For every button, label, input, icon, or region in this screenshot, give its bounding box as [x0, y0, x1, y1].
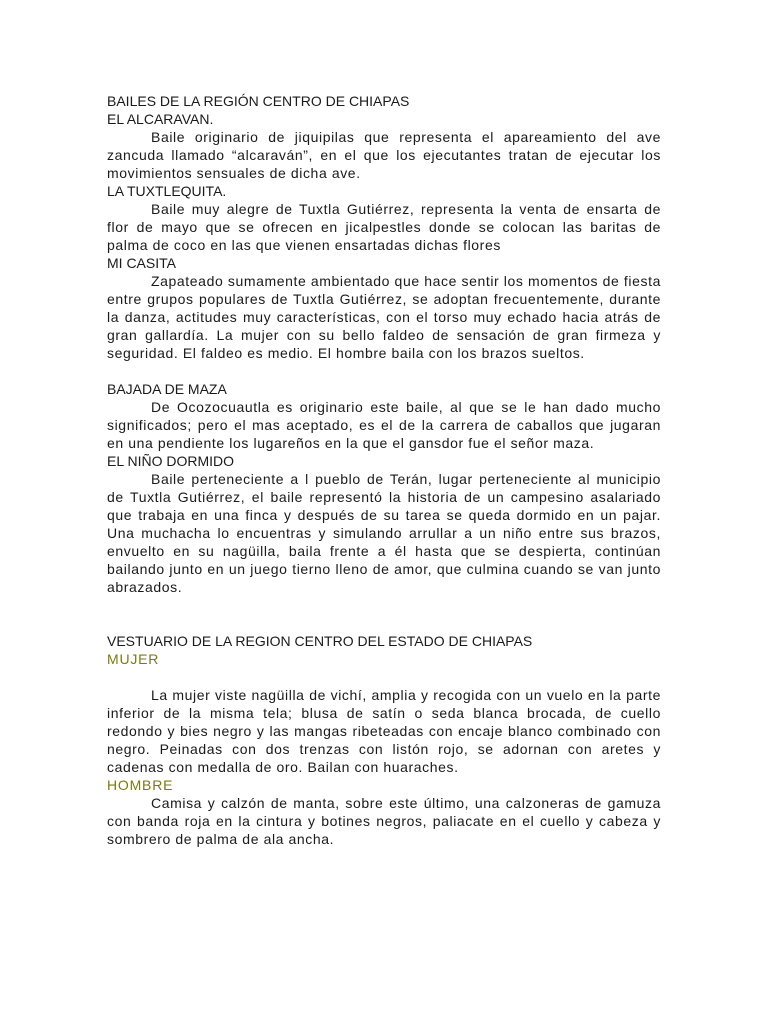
dance-title-alcaravan: EL ALCARAVAN.	[107, 111, 214, 127]
dance-title-bajada-de-maza: BAJADA DE MAZA	[107, 381, 227, 397]
section-spacer	[107, 596, 661, 632]
dance-text-tuxtlequita: Baile muy alegre de Tuxtla Gutiérrez, representa la venta de ensarta de flor de mayo que se ofrecen en jicalpestles donde se colocan las baritas de palma de coco en las que vienen ensartadas dichas flores	[107, 201, 661, 253]
costume-man-text: Camisa y calzón de manta, sobre este último, una calzoneras de gamuza con banda roja en la cintura y botines negros, paliacate en el cuello y cabeza y sombrero de palma de ala ancha.	[107, 795, 661, 847]
costume-woman-text: La mujer viste nagüilla de vichí, amplia y recogida con un vuelo en la parte inferior de la misma tela; blusa de satín o seda blanca brocada, de cuello redondo y bies negro y las mangas ribeteadas con encaje blanco combinado con negro. Peinadas con dos trenzas con listón rojo, se adornan con aretes y cadenas con medalla de oro. Bailan con huaraches.	[107, 687, 661, 775]
dance-text-nino-dormido: Baile perteneciente a l pueblo de Terán, lugar perteneciente al municipio de Tuxtla Gutiérrez, el baile representó la historia de un campesino asalariado que trabaja en una finca y después de su tarea se queda dormido en un pajar. Una muchacha lo encuentras y simulando arrullar a un niño entre sus brazos, envuelto en su nagüilla, baila frente a él hasta que se despierta, continúan bailando junto en un juego tierno lleno de amor, que culmina cuando se van junto abrazados.	[107, 471, 661, 595]
document-title: BAILES DE LA REGIÓN CENTRO DE CHIAPAS	[107, 93, 410, 109]
document-page	[107, 92, 661, 848]
costume-woman-heading: MUJER	[107, 651, 160, 667]
dance-title-nino-dormido: EL NIÑO DORMIDO	[107, 453, 235, 469]
paragraph-spacer	[107, 668, 661, 686]
dance-text-bajada-de-maza: De Ocozocuautla es originario este baile, al que se le han dado mucho significados; pero el mas aceptado, es el de la carrera de caballos que jugaran en una pendiente los lugareños en la que el gansdor fue el señor maza.	[107, 399, 661, 451]
paragraph-spacer	[107, 362, 661, 380]
dance-text-mi-casita: Zapateado sumamente ambientado que hace sentir los momentos de fiesta entre grupos populares de Tuxtla Gutiérrez, se adoptan frecuentemente, durante la danza, actitudes muy características, con el torso muy echado hacia atrás de gran gallardía. La mujer con su bello faldeo de sensación de gran firmeza y seguridad. El faldeo es medio. El hombre baila con los brazos sueltos.	[107, 273, 661, 361]
dance-title-mi-casita: MI CASITA	[107, 255, 176, 271]
dance-text-alcaravan: Baile originario de jiquipilas que representa el apareamiento del ave zancuda llamado “alcaraván”, en el que los ejecutantes tratan de ejecutar los movimientos sensuales de dicha ave.	[107, 129, 661, 181]
costume-man-heading: HOMBRE	[107, 777, 174, 793]
dance-title-tuxtlequita: LA TUXTLEQUITA.	[107, 183, 227, 199]
costume-section-title: VESTUARIO DE LA REGION CENTRO DEL ESTADO DE CHIAPAS	[107, 633, 533, 649]
